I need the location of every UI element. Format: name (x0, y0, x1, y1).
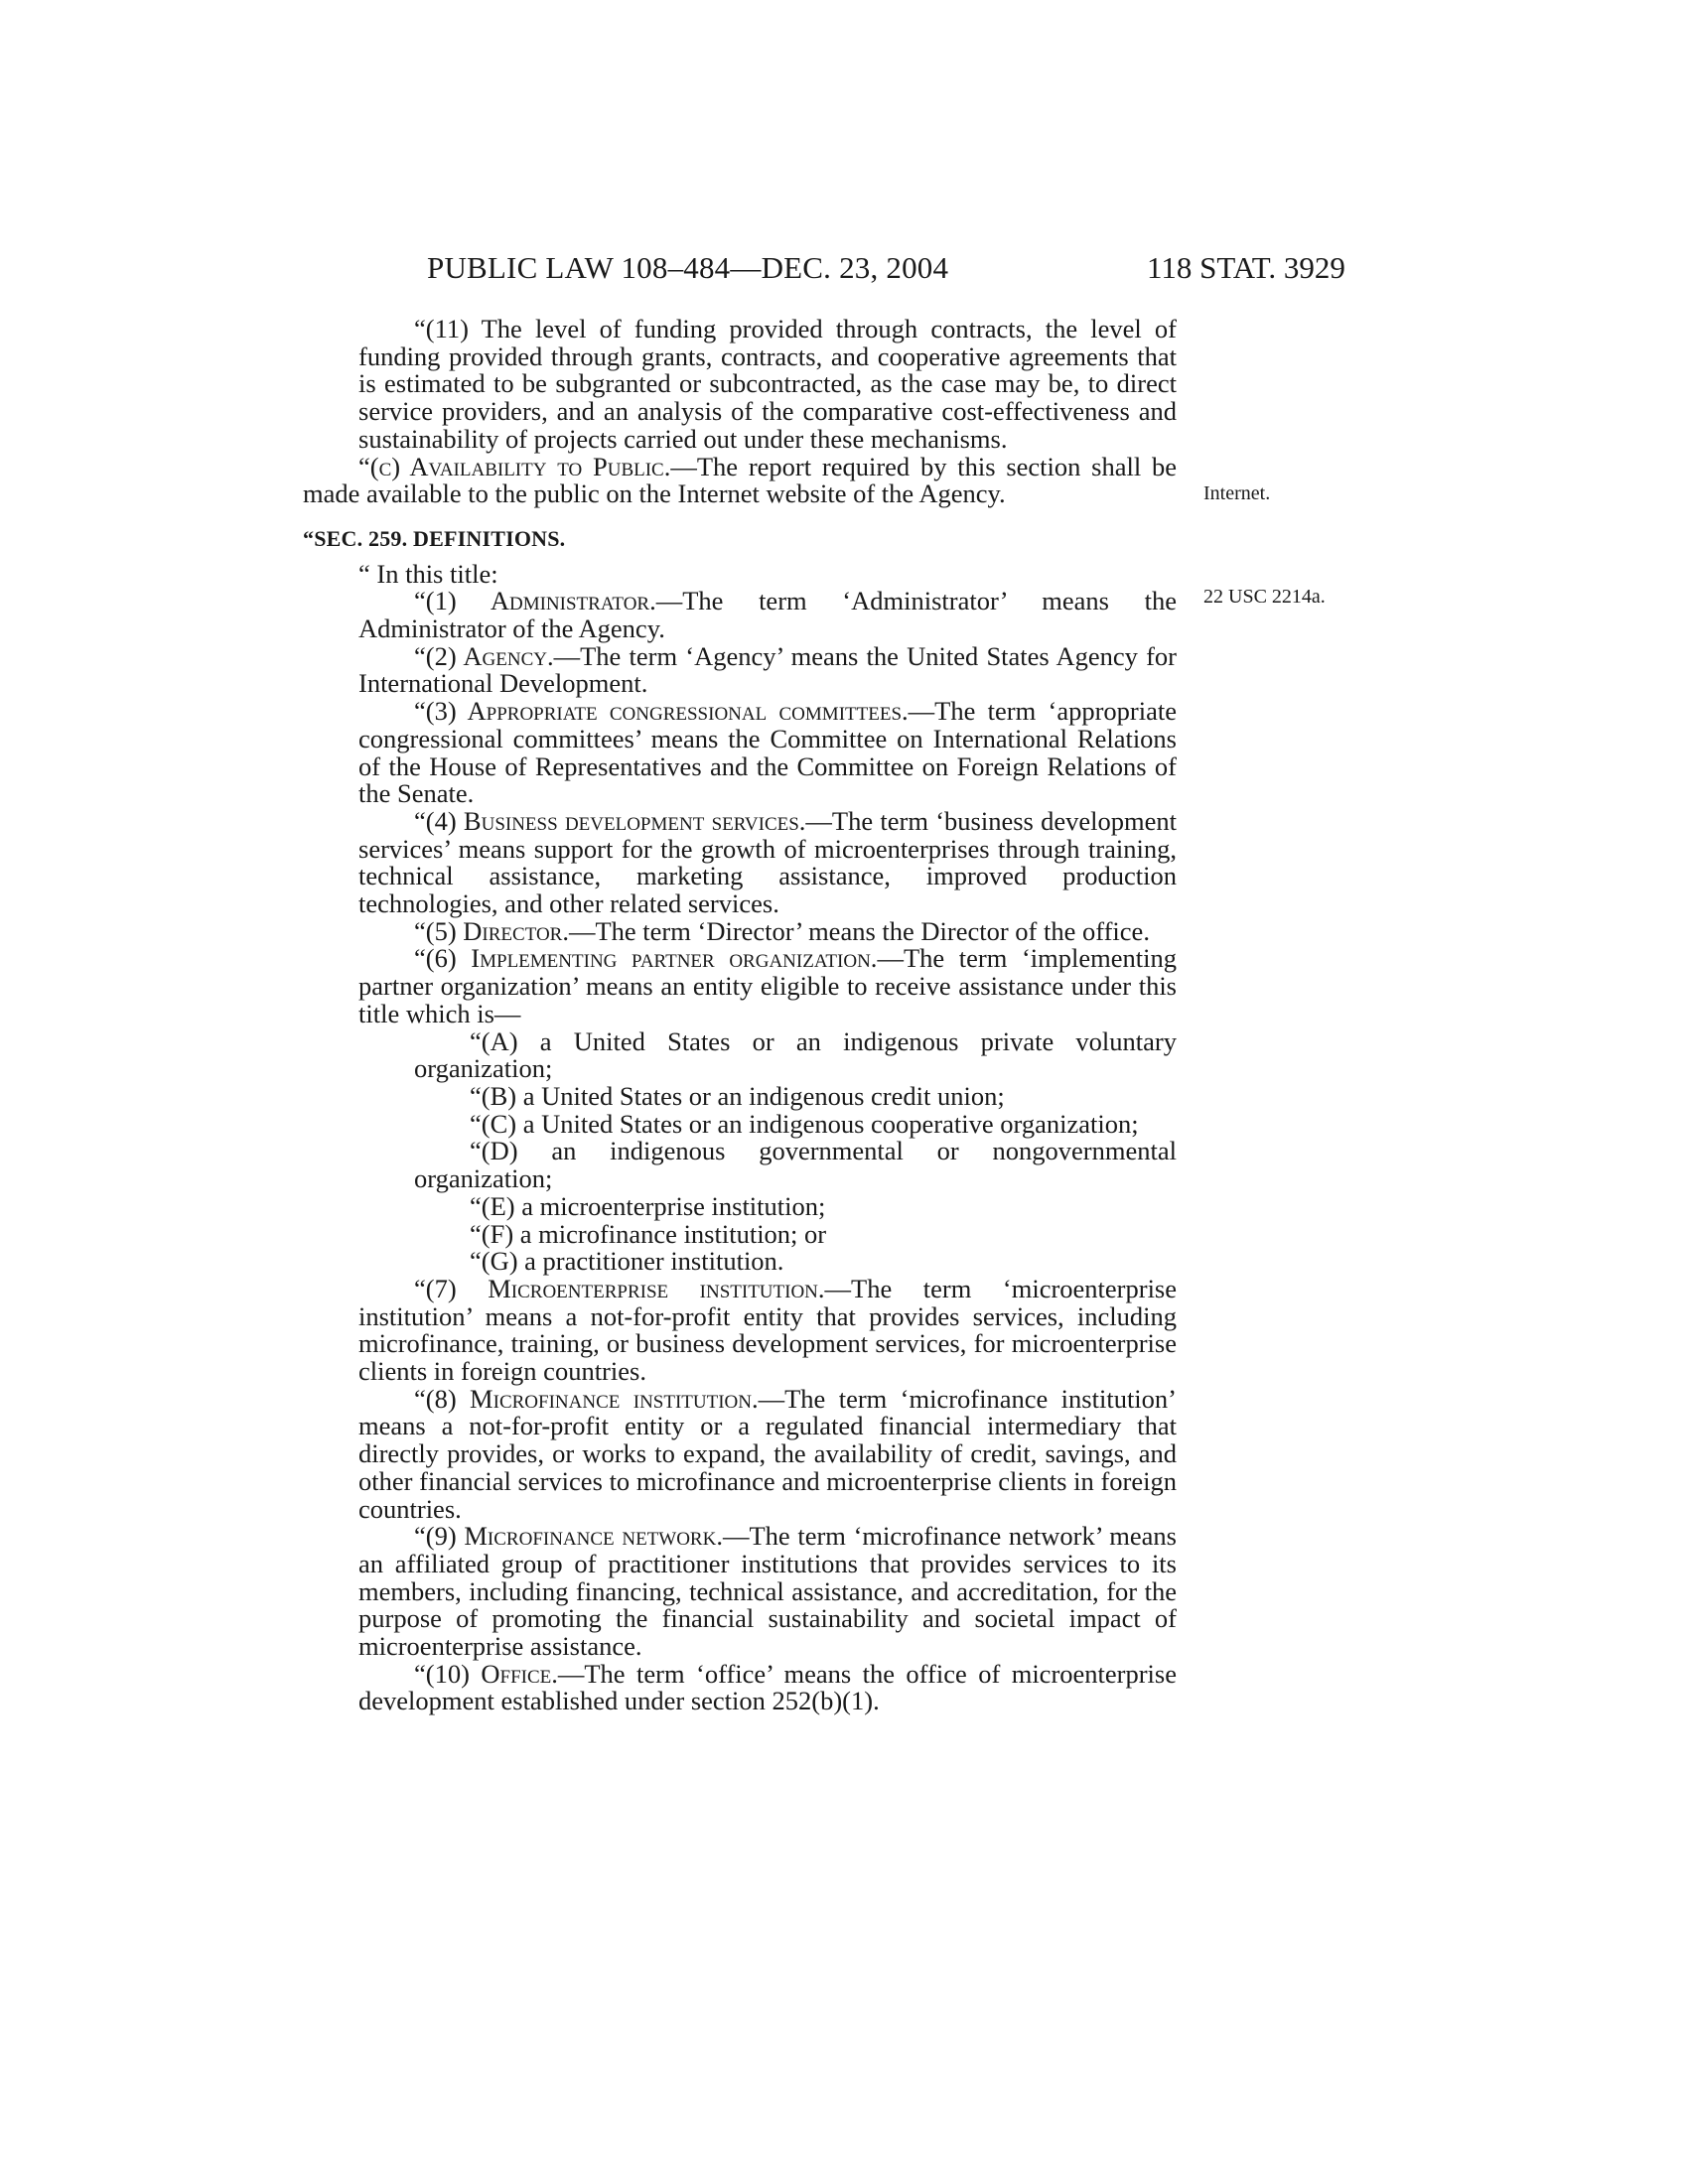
definition-6-text: —The term ‘implementing partner organization’ means an entity eligible to receive assistance under this title which is— (358, 943, 1177, 1028)
paragraph-11: “(11) The level of funding provided through contracts, the level of funding provided through grants, contracts, and cooperative agreements that is estimated to be subgranted or subcontracted, as the case may be, to direct service providers, and an analysis of the comparative cost-effectiveness and sustainability of projects carried out under these mechanisms. (358, 314, 1177, 454)
definition-5-text: —The term ‘Director’ means the Director of the office. (568, 915, 1150, 946)
definition-1-text: —The term ‘Administrator’ means the Administrator of the Agency. (358, 586, 1177, 644)
definition-2-label: “(2) Agency. (414, 640, 554, 671)
definition-6-g: “(G) a practitioner institution. (470, 1246, 784, 1277)
definition-9-text: —The term ‘microfinance network’ means an affiliated group of practitioner institutions that provides services to its members, including financing, technical assistance, and accreditation, for the purpose of promoting the financial sustainability and societal impact of microenterprise assistance. (358, 1521, 1177, 1662)
definition-6-a: “(A) a United States or an indigenous private voluntary organization; (414, 1025, 1177, 1084)
definition-4-text: —The term ‘business development services’ means support for the growth of microenterprises through training, technical assistance, marketing assistance, improved production technologies, and other related services. (358, 805, 1177, 919)
definition-8-text: —The term ‘microfinance institution’ means a not-for-profit entity or a regulated financial intermediary that directly provides, or works to expand, the availability of credit, savings, and other financial services to microfinance and microenterprise clients in foreign countries. (358, 1383, 1177, 1524)
definition-1 (303, 588, 1177, 642)
running-head: PUBLIC LAW 108–484—DEC. 23, 2004 (427, 250, 949, 285)
section-heading: “SEC. 259. DEFINITIONS. (303, 525, 566, 551)
definitions-intro: “ In this title: (358, 558, 498, 589)
definition-6-d: “(D) an indigenous governmental or nongovernmental organization; (414, 1136, 1177, 1194)
definition-2 (303, 640, 1178, 699)
definition-7-label: “(7) Microenterprise institution. (414, 1273, 825, 1303)
definition-10-text: —The term ‘office’ means the office of microenterprise development established under section 252(b)(1). (358, 1658, 1177, 1716)
definition-10 (303, 1658, 1177, 1716)
definition-5-label: “(5) Director. (414, 915, 569, 946)
subsection-c-label: “(c) Availability to Public. (358, 451, 671, 481)
subsection-c (303, 451, 1177, 509)
definition-5 (303, 915, 1177, 946)
definition-8-label: “(8) Microfinance institution. (414, 1383, 759, 1414)
stat-page-reference: 118 STAT. 3929 (1147, 250, 1345, 285)
definition-6-c: “(C) a United States or an indigenous cooperative organization; (470, 1108, 1139, 1139)
definition-6-b: “(B) a United States or an indigenous credit union; (470, 1080, 1005, 1111)
subsection-c-text: —The report required by this section shall be made available to the public on the Internet website of the Agency. (303, 451, 1177, 509)
definition-3 (303, 698, 1177, 808)
definition-2-text: —The term ‘Agency’ means the United States Agency for International Development. (358, 640, 1178, 699)
definition-8 (303, 1383, 1177, 1524)
definition-3-text: —The term ‘appropriate congressional committees’ means the Committee on International Relations of the House of Representatives and the Committee on Foreign Relations of the Senate. (358, 696, 1177, 809)
definition-7 (303, 1273, 1178, 1387)
margin-note-usc: 22 USC 2214a. (1203, 586, 1326, 608)
definition-3-label: “(3) Appropriate congressional committees. (414, 696, 909, 727)
definition-1-label: “(1) Administrator. (414, 586, 656, 616)
definition-4 (303, 805, 1177, 919)
definition-10-label: “(10) Office. (414, 1658, 558, 1689)
definition-6 (303, 945, 1177, 1027)
definition-6-label: “(6) Implementing partner organization. (414, 943, 878, 974)
definition-7-text: —The term ‘microenterprise institution’ means a not-for-profit entity that provides services, including microfinance, training, or business development services, for microenterprise clients in foreign countries. (358, 1273, 1178, 1387)
definition-6-f: “(F) a microfinance institution; or (470, 1218, 827, 1249)
document-body (303, 316, 1177, 1715)
definition-9-label: “(9) Microfinance network. (414, 1521, 723, 1552)
definition-4-label: “(4) Business development services. (414, 805, 806, 836)
definition-6-e: “(E) a microenterprise institution; (470, 1190, 826, 1221)
margin-note-internet: Internet. (1203, 482, 1271, 504)
definition-9 (303, 1523, 1177, 1661)
